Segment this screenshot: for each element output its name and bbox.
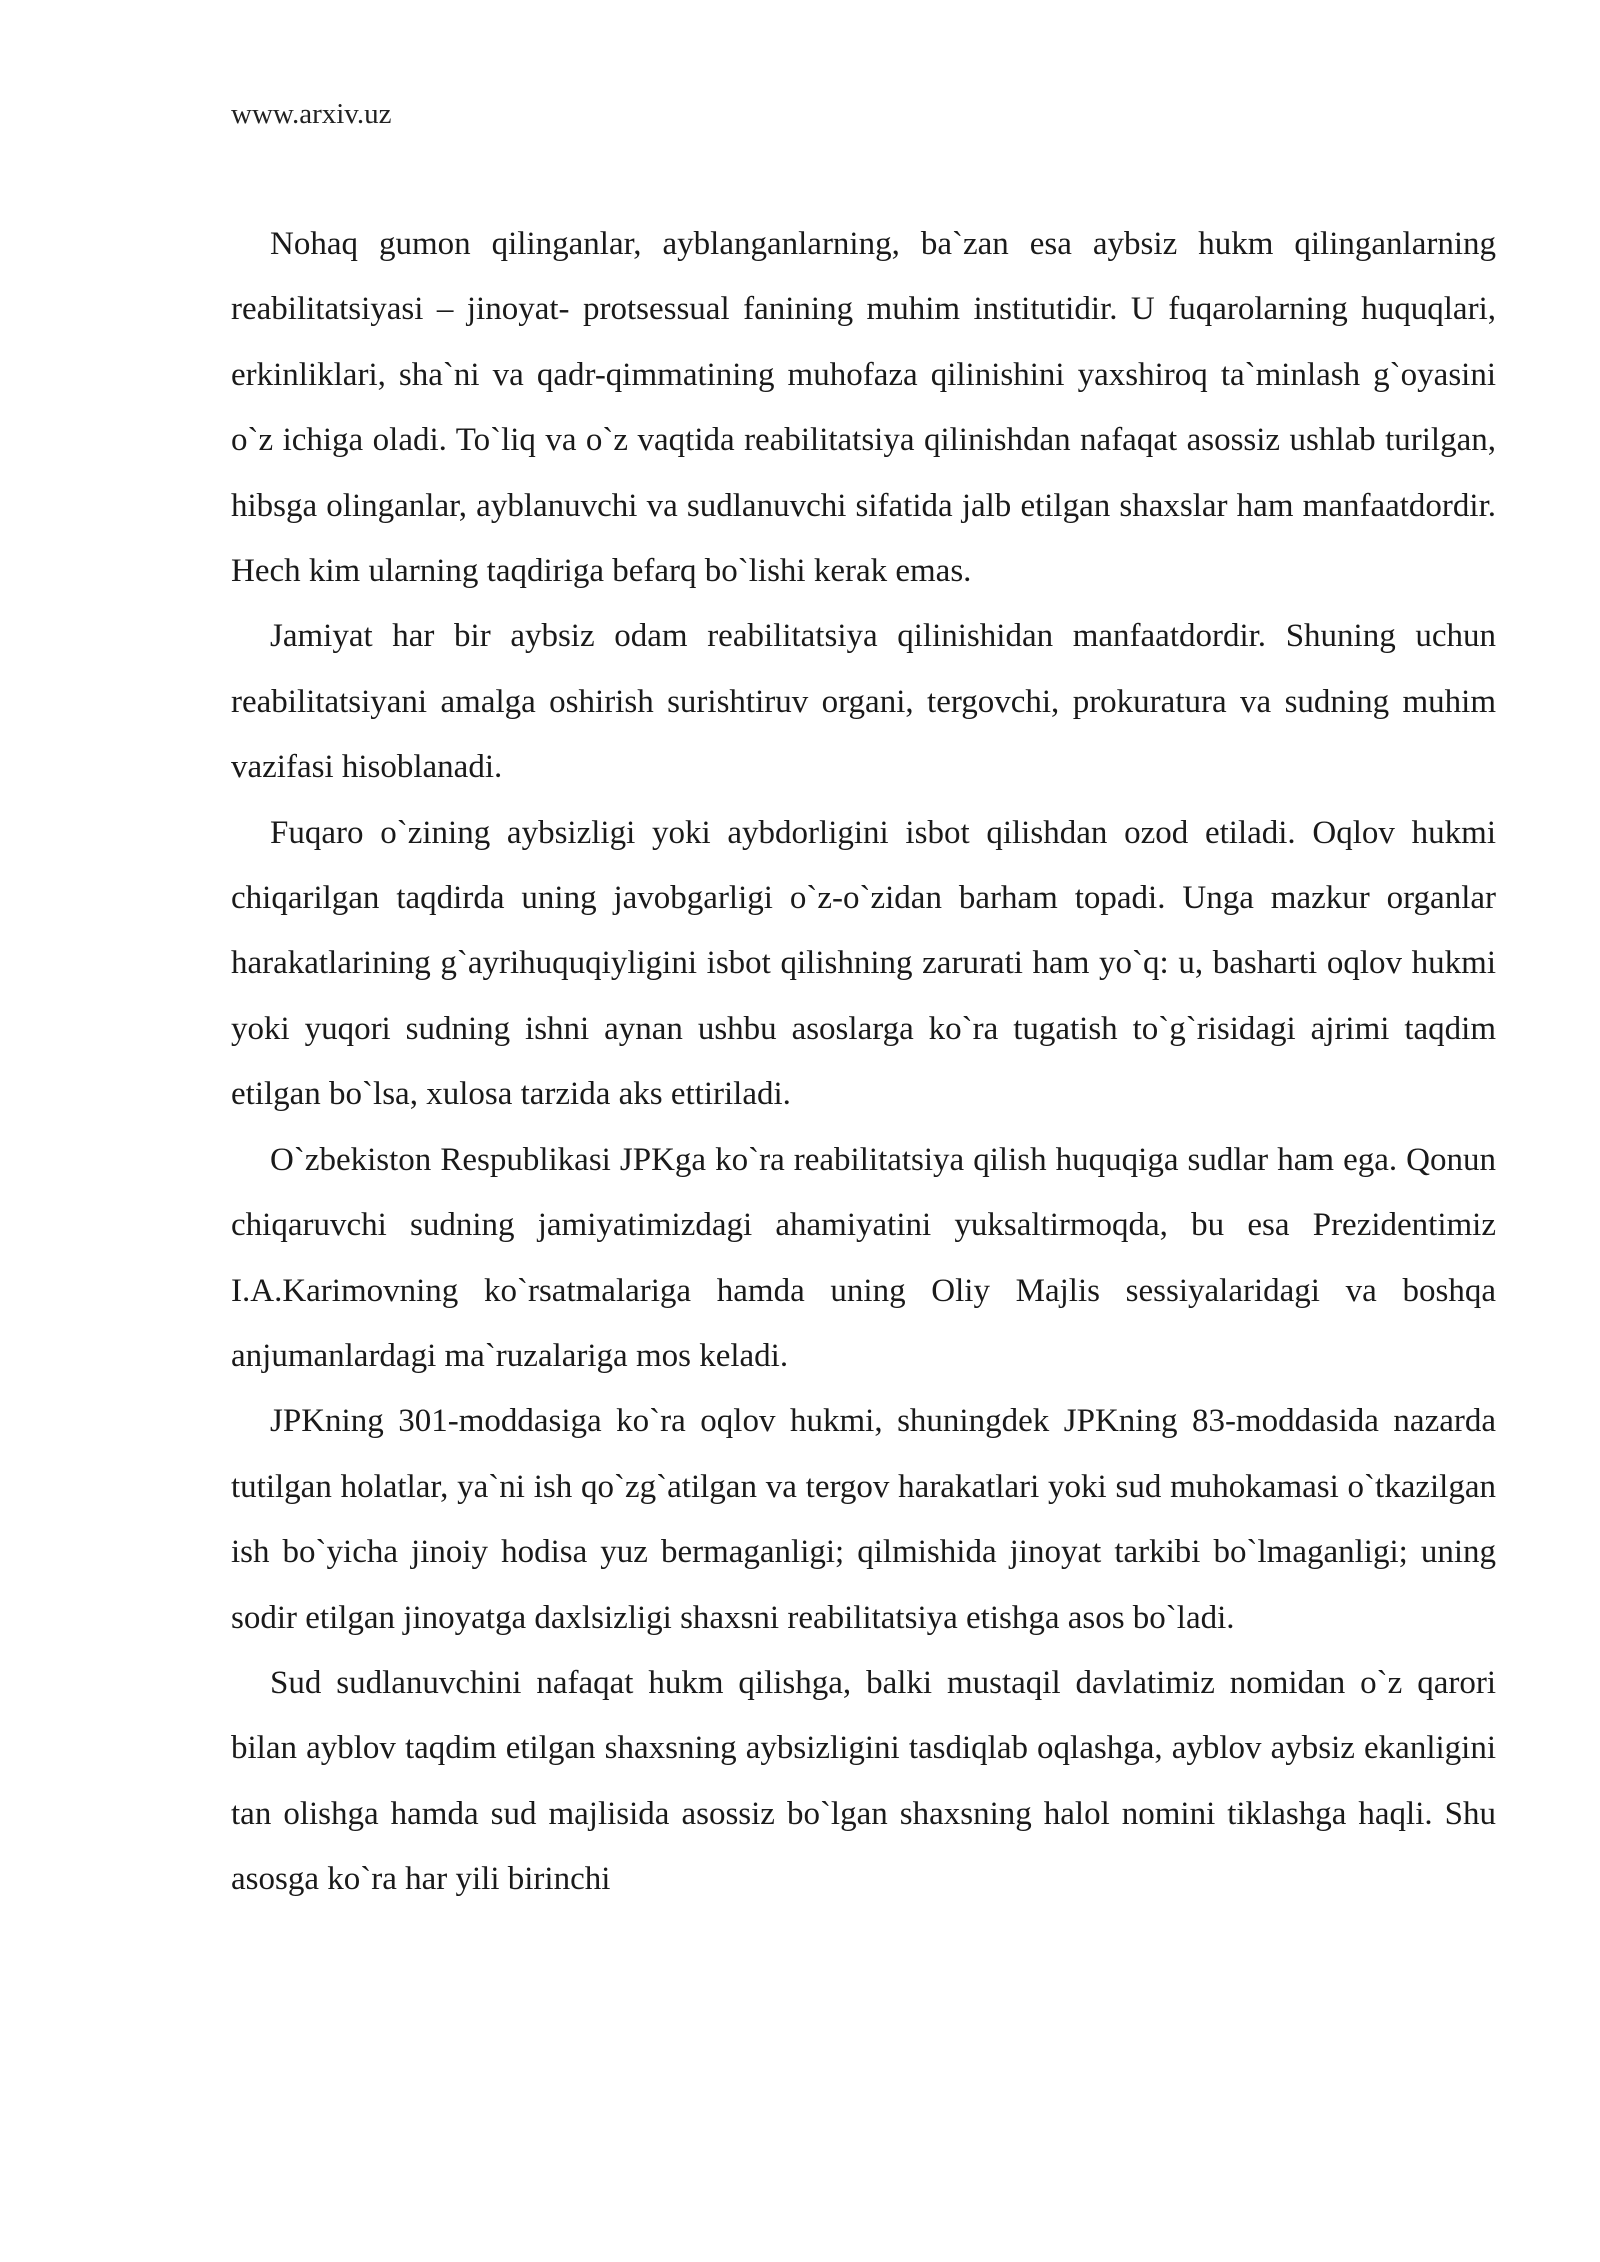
site-url-header: www.arxiv.uz	[231, 98, 392, 130]
document-body	[231, 212, 1496, 1913]
paragraph-courts-right: O`zbekiston Respublikasi JPKga ko`ra reabilitatsiya qilish huquqiga sudlar ham ega. Qonun chiqaruvchi sudning jamiyatimizdagi ahamiyatini yuksaltirmoqda, bu esa Prezidentimiz I.A.Karimovning ko`rsatmalariga hamda uning Oliy Majlis sessiyalaridagi va boshqa anjumanlardagi ma`ruzalariga mos keladi.	[231, 1141, 1496, 1374]
paragraph-society-interest: Jamiyat har bir aybsiz odam reabilitatsiya qilinishidan manfaatdordir. Shuning uchun reabilitatsiyani amalga oshirish surishtiruv organi, tergovchi, prokuratura va sudning muhim vazifasi hisoblanadi.	[231, 618, 1496, 786]
paragraph-rehabilitation-intro: Nohaq gumon qilinganlar, ayblanganlarning, ba`zan esa aybsiz hukm qilinganlarning reabilitatsiyasi – jinoyat- protsessual fanining muhim institutidir. U fuqarolarning huquqlari, erkinliklari, sha`ni va qadr-qimmatining muhofaza qilinishini yaxshiroq ta`minlash g`oyasini o`z ichiga oladi. To`liq va o`z vaqtida reabilitatsiya qilinishdan nafaqat asossiz ushlab turilgan, hibsga olinganlar, ayblanuvchi va sudlanuvchi sifatida jalb etilgan shaxslar ham manfaatdordir. Hech kim ularning taqdiriga befarq bo`lishi kerak emas.	[231, 226, 1496, 590]
paragraph-grounds-for-rehabilitation: JPKning 301-moddasiga ko`ra oqlov hukmi, shuningdek JPKning 83-moddasida nazarda tutilgan holatlar, ya`ni ish qo`zg`atilgan va tergov harakatlari yoki sud muhokamasi o`tkazilgan ish bo`yicha jinoiy hodisa yuz bermaganligi; qilmishida jinoyat tarkibi bo`lmaganligi; uning sodir etilgan jinoyatga daxlsizligi shaxsni reabilitatsiya etishga asos bo`ladi.	[231, 1403, 1496, 1636]
paragraph-court-acquittal: Sud sudlanuvchini nafaqat hukm qilishga, balki mustaqil davlatimiz nomidan o`z qarori bilan ayblov taqdim etilgan shaxsning aybsizligini tasdiqlab oqlashga, ayblov aybsiz ekanligini tan olishga hamda sud majlisida asossiz bo`lgan shaxsning halol nomini tiklashga haqli. Shu asosga ko`ra har yili birinchi	[231, 1664, 1496, 1898]
paragraph-burden-of-proof: Fuqaro o`zining aybsizligi yoki aybdorligini isbot qilishdan ozod etiladi. Oqlov hukmi chiqarilgan taqdirda uning javobgarligi o`z-o`zidan barham topadi. Unga mazkur organlar harakatlarining g`ayrihuquqiyligini isbot qilishning zarurati ham yo`q: u, basharti oqlov hukmi yoki yuqori sudning ishni aynan ushbu asoslarga ko`ra tugatish to`g`risidagi ajrimi taqdim etilgan bo`lsa, xulosa tarzida aks ettiriladi.	[231, 814, 1496, 1113]
